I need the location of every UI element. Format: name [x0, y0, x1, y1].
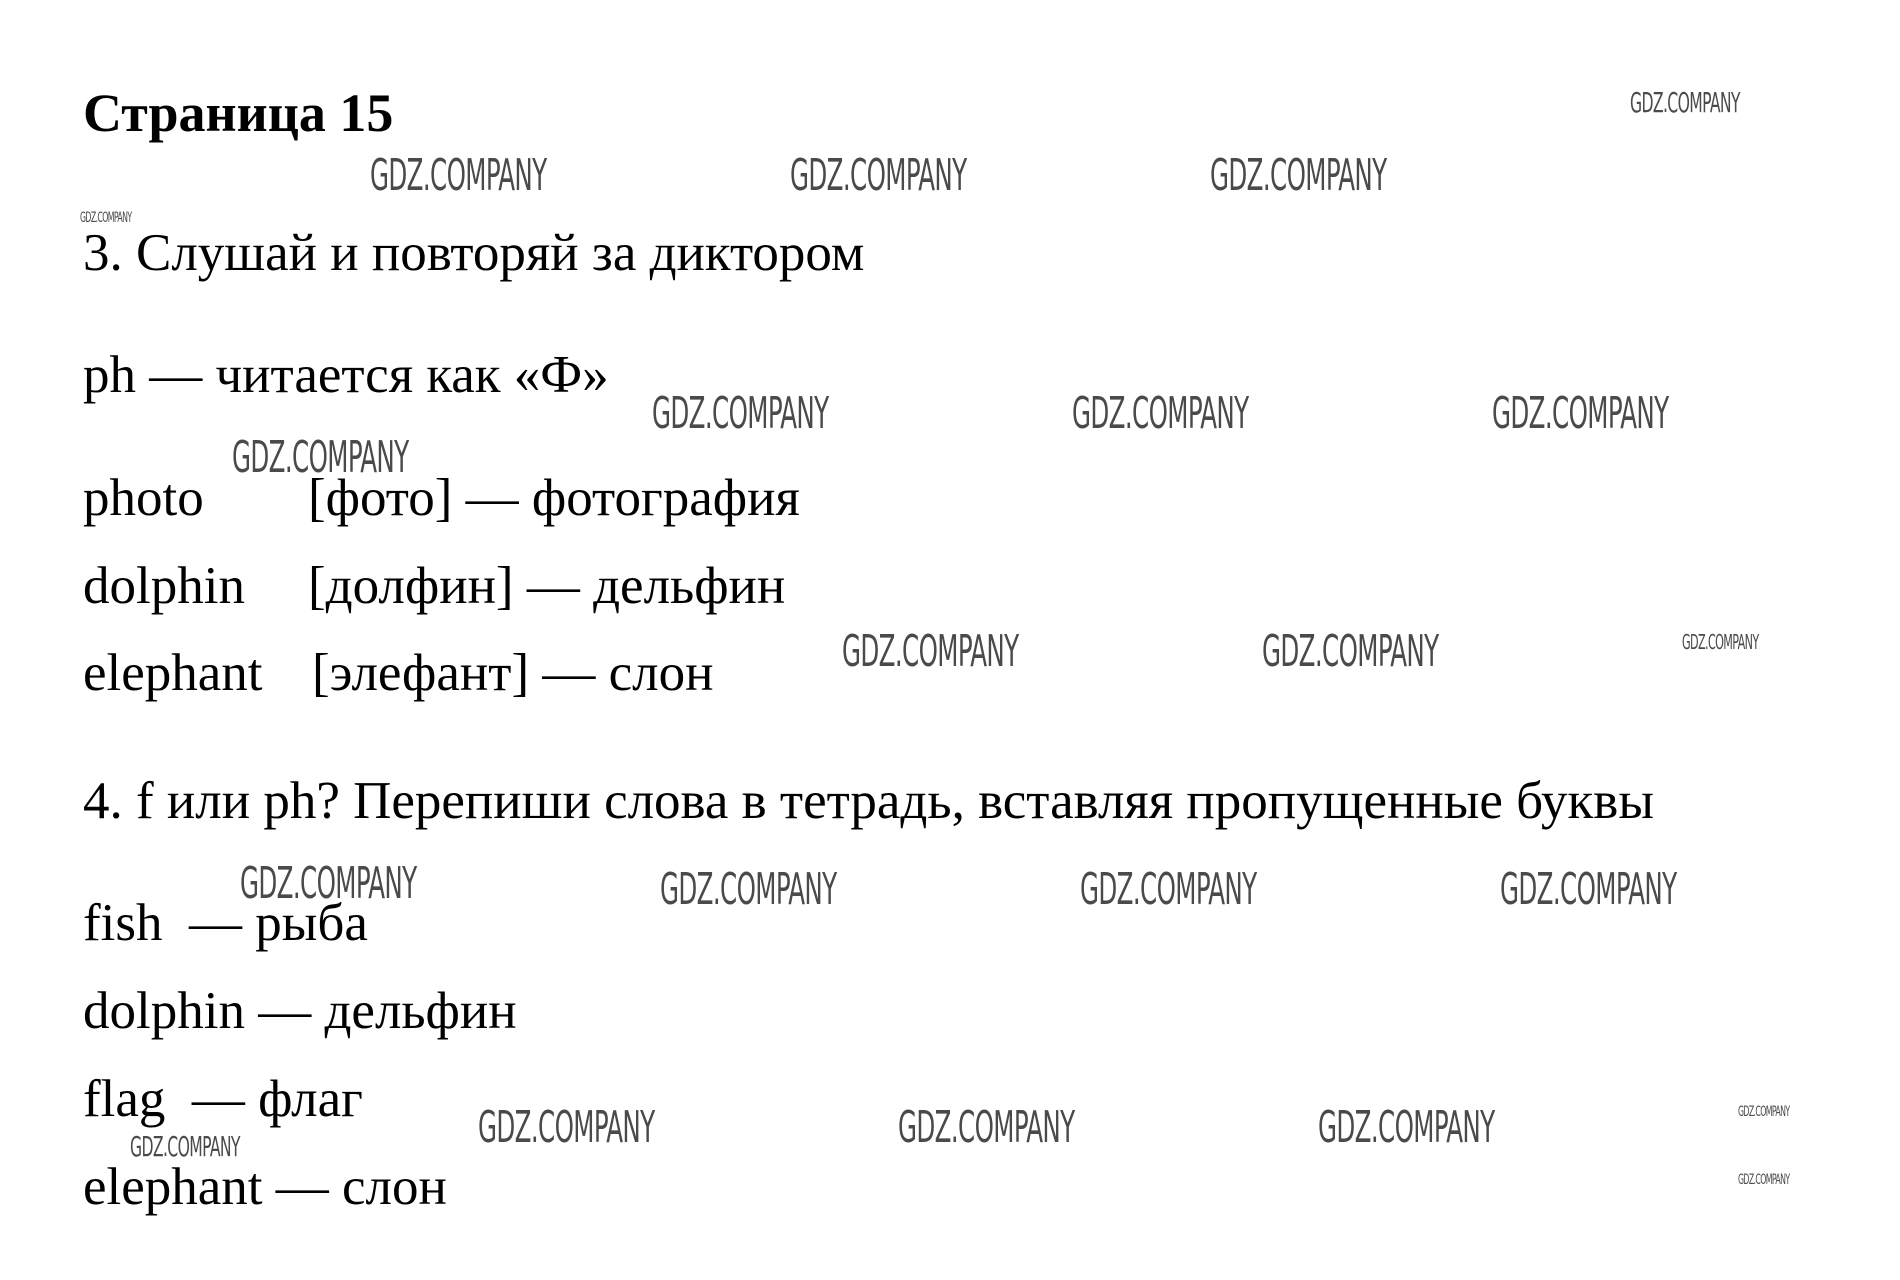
watermark: GDZ.COMPANY: [898, 1102, 1075, 1153]
exercise-4-heading: 4. f или ph? Перепиши слова в тетрадь, вставляя пропущенные буквы: [83, 772, 1654, 830]
exercise-3-heading: 3. Слушай и повторяй за диктором: [83, 224, 865, 282]
watermark: GDZ.COMPANY: [660, 864, 837, 915]
watermark: GDZ.COMPANY: [1630, 86, 1740, 119]
exercise-3-word: dolphin: [83, 557, 245, 615]
page-title: Страница 15: [83, 83, 394, 143]
watermark: GDZ.COMPANY: [1738, 1104, 1790, 1120]
exercise-4-answer: flag — флаг: [83, 1070, 363, 1128]
watermark: GDZ.COMPANY: [1262, 626, 1439, 677]
watermark: GDZ.COMPANY: [232, 432, 409, 483]
watermark: GDZ.COMPANY: [1492, 388, 1669, 439]
exercise-4-answer: fish — рыба: [83, 894, 368, 952]
exercise-3-word-row: [83, 551, 785, 621]
watermark: GDZ.COMPANY: [1318, 1102, 1495, 1153]
watermark: GDZ.COMPANY: [652, 388, 829, 439]
watermark: GDZ.COMPANY: [1072, 388, 1249, 439]
watermark: GDZ.COMPANY: [1500, 864, 1677, 915]
exercise-3-word: photo: [83, 469, 204, 527]
watermark: GDZ.COMPANY: [80, 210, 132, 226]
watermark: GDZ.COMPANY: [1080, 864, 1257, 915]
exercise-3-translation: [элефант] — слон: [312, 644, 714, 702]
watermark: GDZ.COMPANY: [240, 858, 417, 909]
exercise-3-translation: [фото] — фотография: [308, 469, 800, 527]
exercise-4-answer: dolphin — дельфин: [83, 982, 517, 1040]
exercise-4-answer: elephant — слон: [83, 1158, 447, 1216]
exercise-3-word: elephant: [83, 644, 263, 702]
exercise-3-rule: ph — читается как «Ф»: [83, 346, 609, 404]
watermark: GDZ.COMPANY: [1210, 150, 1387, 201]
watermark: GDZ.COMPANY: [1682, 630, 1759, 654]
exercise-3-translation: [долфин] — дельфин: [308, 557, 786, 615]
watermark: GDZ.COMPANY: [790, 150, 967, 201]
exercise-3-word-row: [83, 463, 800, 533]
watermark: GDZ.COMPANY: [370, 150, 547, 201]
watermark: GDZ.COMPANY: [478, 1102, 655, 1153]
watermark: GDZ.COMPANY: [130, 1130, 240, 1163]
watermark: GDZ.COMPANY: [842, 626, 1019, 677]
watermark: GDZ.COMPANY: [1738, 1172, 1790, 1188]
exercise-3-word-row: [83, 638, 713, 708]
